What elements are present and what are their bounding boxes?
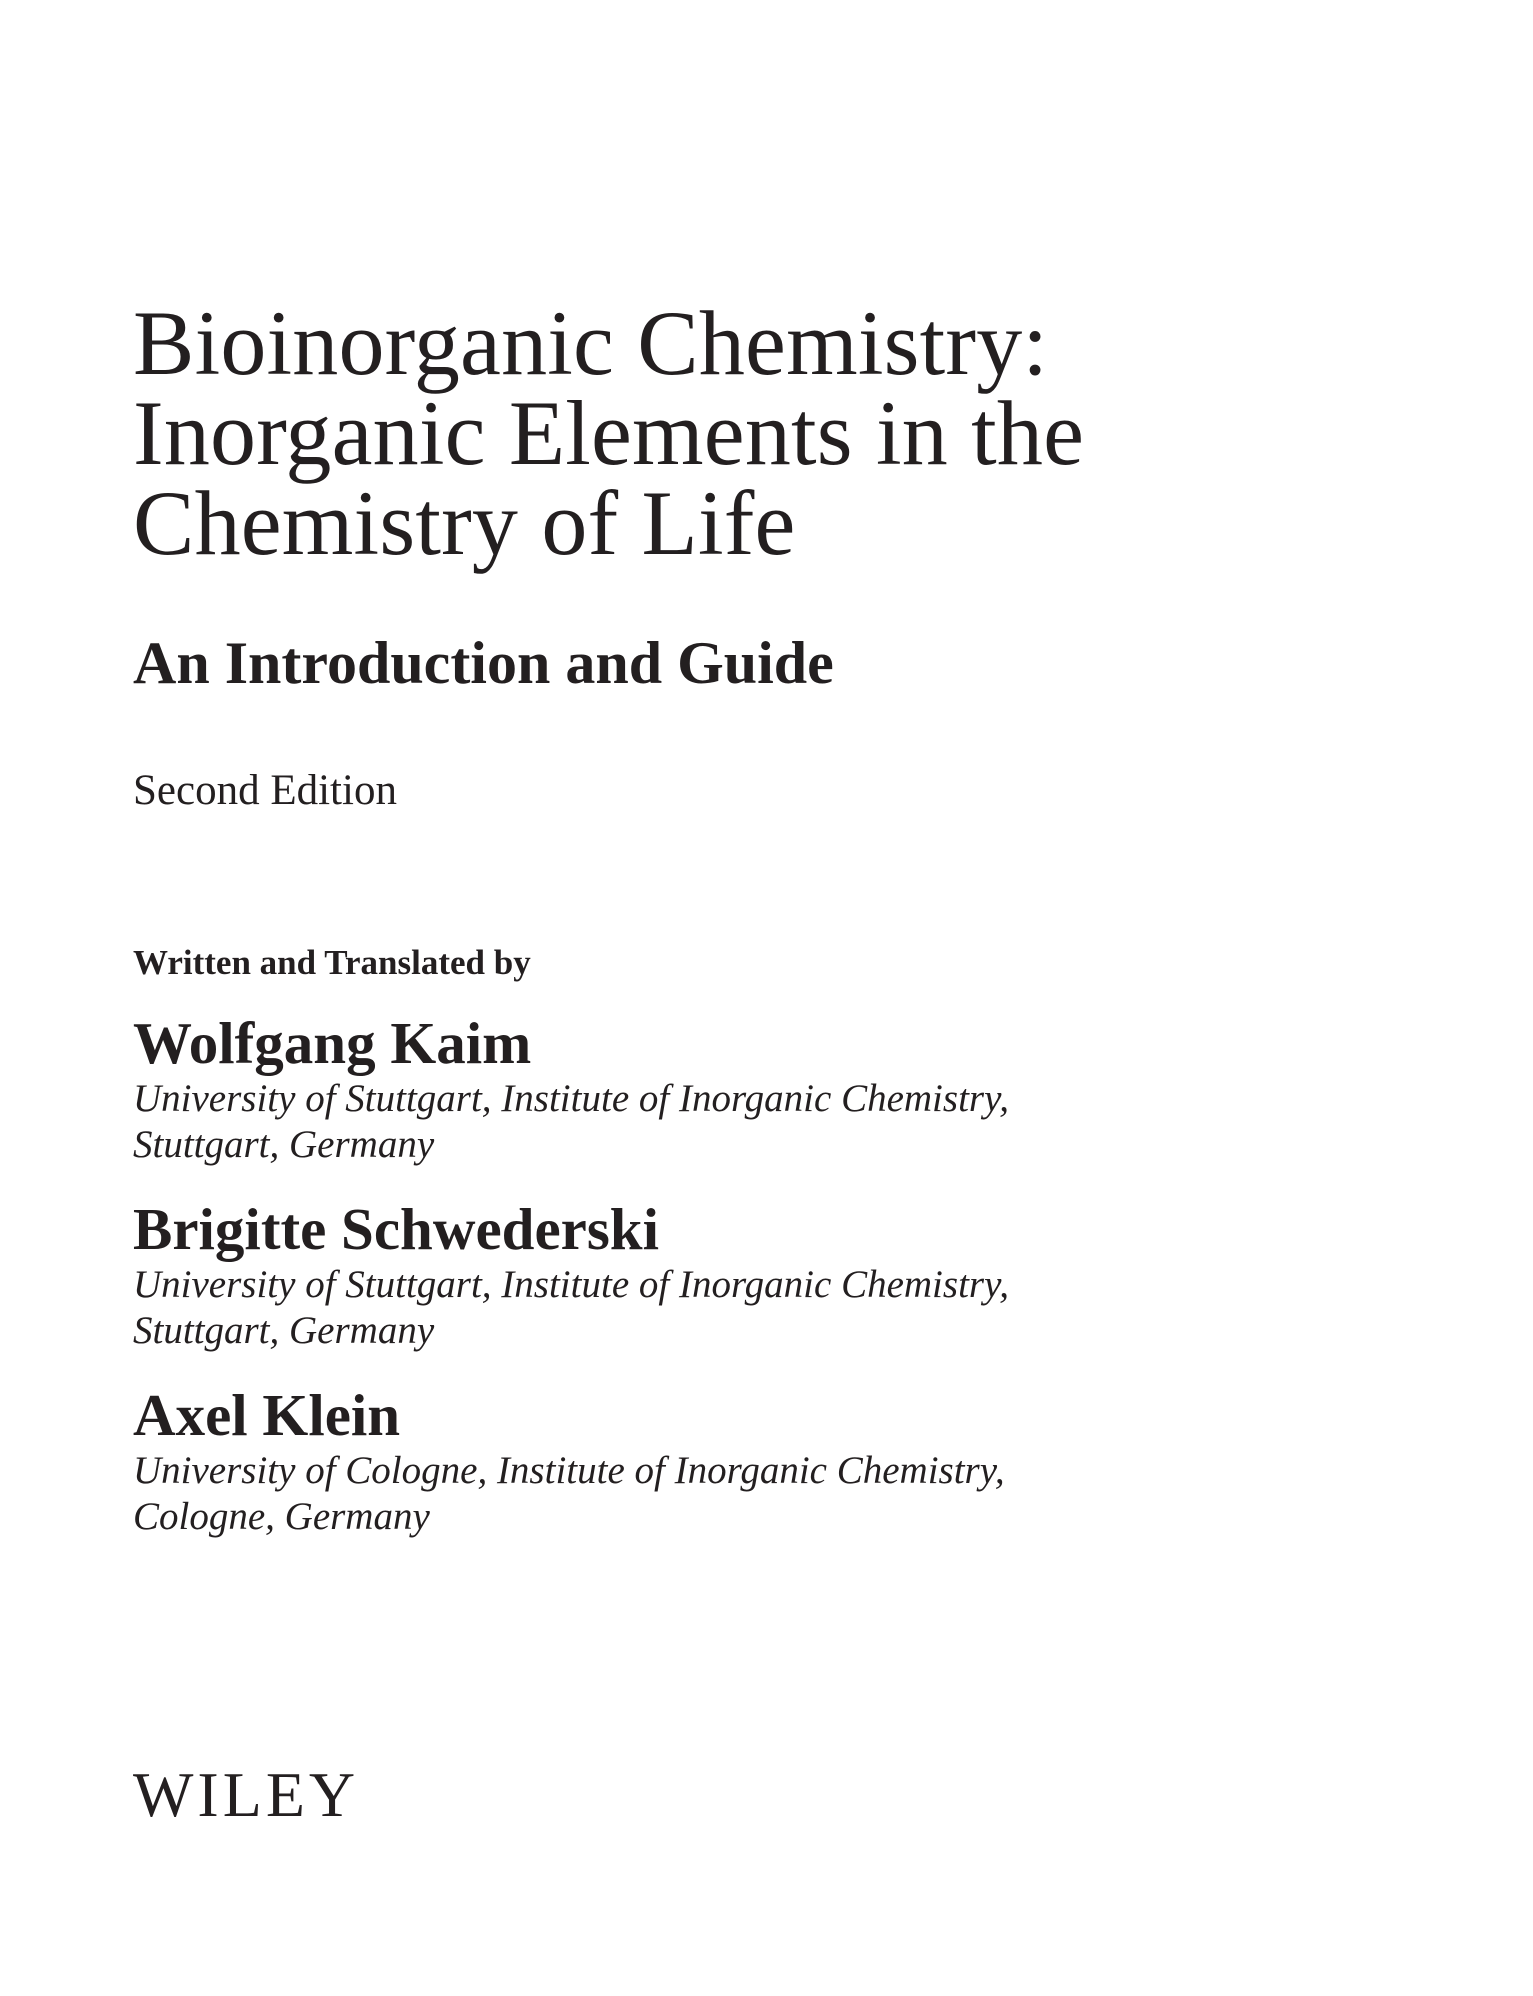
author-affiliation bbox=[133, 1076, 1433, 1168]
author-affiliation bbox=[133, 1262, 1433, 1354]
book-title-line-1: Bioinorganic Chemistry: bbox=[133, 292, 1049, 394]
author-affiliation-line: University of Stuttgart, Institute of Inorganic Chemistry, bbox=[133, 1077, 1009, 1120]
book-title-line-2: Inorganic Elements in the bbox=[133, 382, 1085, 484]
author-affiliation-line: Stuttgart, Germany bbox=[133, 1309, 435, 1352]
author-affiliation-line: University of Cologne, Institute of Inorganic Chemistry, bbox=[133, 1449, 1005, 1492]
author-name: Axel Klein bbox=[133, 1382, 401, 1448]
author-block bbox=[133, 1196, 1433, 1354]
book-title bbox=[133, 292, 1433, 574]
author-affiliation-line: Stuttgart, Germany bbox=[133, 1123, 435, 1166]
author-name: Brigitte Schwederski bbox=[133, 1196, 660, 1262]
author-block bbox=[133, 1010, 1433, 1168]
book-title-line-3: Chemistry of Life bbox=[133, 472, 796, 574]
book-subtitle: An Introduction and Guide bbox=[133, 630, 834, 696]
author-affiliation bbox=[133, 1448, 1433, 1540]
author-block bbox=[133, 1382, 1433, 1540]
byline: Written and Translated by bbox=[133, 943, 531, 982]
author-affiliation-line: Cologne, Germany bbox=[133, 1495, 430, 1538]
edition-label: Second Edition bbox=[133, 767, 397, 814]
author-name: Wolfgang Kaim bbox=[133, 1010, 532, 1076]
author-affiliation-line: University of Stuttgart, Institute of Inorganic Chemistry, bbox=[133, 1263, 1009, 1306]
publisher-logo: WILEY bbox=[133, 1759, 360, 1830]
